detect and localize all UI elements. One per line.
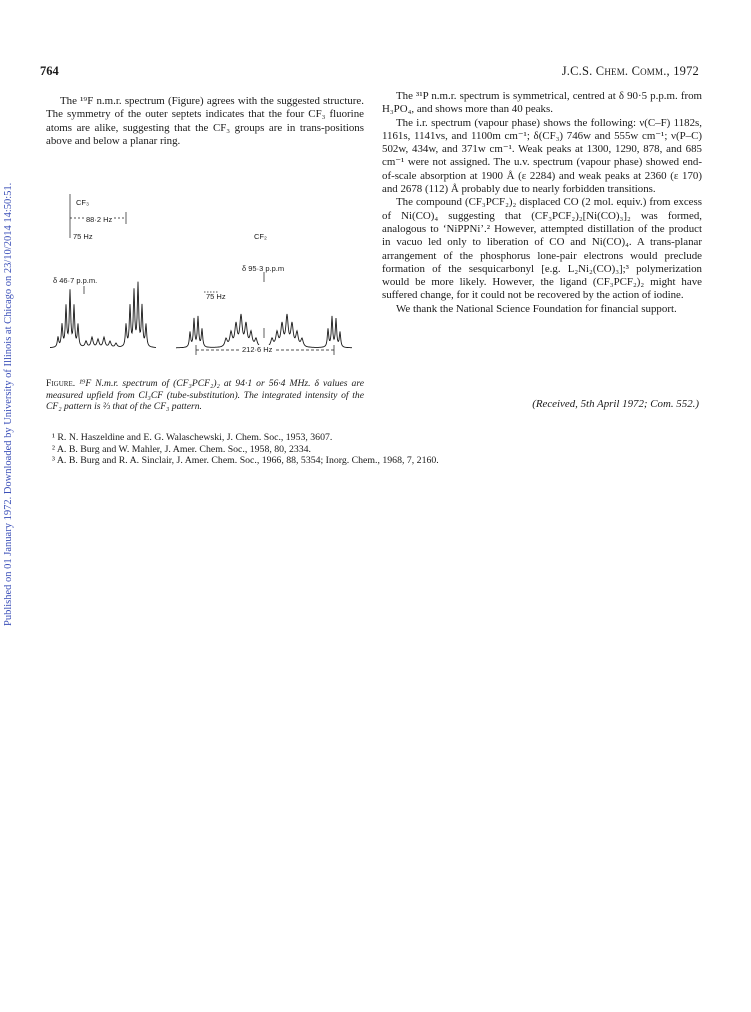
paragraph-31p-nmr: The ³¹P n.m.r. spectrum is symmetrical, centred at δ 90·5 p.p.m. from H₃PO₄, and shows more than 40 peaks.	[382, 90, 702, 116]
cf3-spectrum-trace	[50, 282, 156, 348]
caption-text: ¹⁹F N.m.r. spectrum of (CF₃PCF₂)₂ at 94·1 or 56·4 MHz. δ values are measured upfield from Cl₃CF (tube-substitution). The integrated intensity of the CF₂ pattern is ⅔ that of the CF₃ pattern.	[46, 378, 364, 413]
right-column	[382, 90, 702, 316]
left-column	[46, 95, 364, 148]
figure-caption	[46, 378, 364, 413]
page-number: 764	[40, 64, 59, 78]
cf2-coupling-label: 212·6 Hz	[242, 345, 273, 354]
paragraph-nickel-carbonyl: The compound (CF₃PCF₂)₂ displaced CO (2 mol. equiv.) from excess of Ni(CO)₄ suggesting that (CF₃PCF₂)₂[Ni(CO)₃]₂ was formed, analogous to ‘NiPPNi’.² However, attempted distillation of the product in vacuo led only to liberation of CO and Ni(CO)₄. A trans-planar arrangement of the phosphorus lone-pair electrons would preclude formation of the sesquicarbonyl [e.g. L₂Ni₂(CO)₃];³ polymerization would be more likely. However, the ligand (CF₃PCF₂)₂ might have suffered change, for it could not be recovered by the action of iodine.	[382, 196, 702, 302]
references	[52, 432, 692, 467]
running-head: J.C.S. Chem. Comm., 1972	[561, 64, 699, 78]
right-shift-label: δ 95·3 p.p.m	[242, 264, 285, 273]
cf2-label: CF₂	[254, 232, 267, 241]
nmr-spectrum-figure	[46, 188, 366, 373]
caption-label: Figure.	[46, 378, 76, 389]
reference-1: ¹ R. N. Haszeldine and E. G. Walaschewski, J. Chem. Soc., 1953, 3607.	[52, 432, 333, 443]
reference-2: ² A. B. Burg and W. Mahler, J. Amer. Chem. Soc., 1958, 80, 2334.	[52, 443, 311, 455]
left-75hz-label: 75 Hz	[73, 232, 93, 241]
cf3-label: CF₃	[76, 198, 90, 207]
paragraph-nmr-structure: The ¹⁹F n.m.r. spectrum (Figure) agrees with the suggested structure. The symmetry of the outer septets indicates that the four CF₃ fluorine atoms are alike, suggesting that the CF₃ groups are in trans-positions above and below a planar ring.	[46, 95, 364, 147]
received-date: (Received, 5th April 1972; Com. 552.)	[532, 398, 699, 410]
download-provenance-stamp: Published on 01 January 1972. Downloaded by University of Illinois at Chicago on 23/10/2014 14:50:51.	[3, 182, 14, 626]
paragraph-ir-uv: The i.r. spectrum (vapour phase) shows the following: ν(C–F) 1182s, 1161s, 1141vs, and 1100m cm⁻¹; δ(CF₃) 746w and 555w cm⁻¹; ν(P–C) 502w, 434w, and 371w cm⁻¹. Weak peaks at 1300, 1290, 878, and 685 cm⁻¹ were not assigned. The u.v. spectrum (vapour phase) showed end-of-scale absorption at 1900 Å (ε 2284) and weak peaks at 2360 (ε 170) and 2678 (112) Å probably due to nearly forbidden transitions.	[382, 116, 702, 196]
right-75hz-label: 75 Hz	[206, 292, 226, 301]
reference-3: ³ A. B. Burg and R. A. Sinclair, J. Amer. Chem. Soc., 1966, 88, 5354; Inorg. Chem., 1968, 7, 2160.	[52, 455, 439, 466]
left-shift-label: δ 46·7 p.p.m.	[53, 276, 98, 285]
cf3-coupling-label: 88·2 Hz	[86, 215, 113, 224]
paragraph-acknowledgement: We thank the National Science Foundation for financial support.	[396, 302, 677, 315]
